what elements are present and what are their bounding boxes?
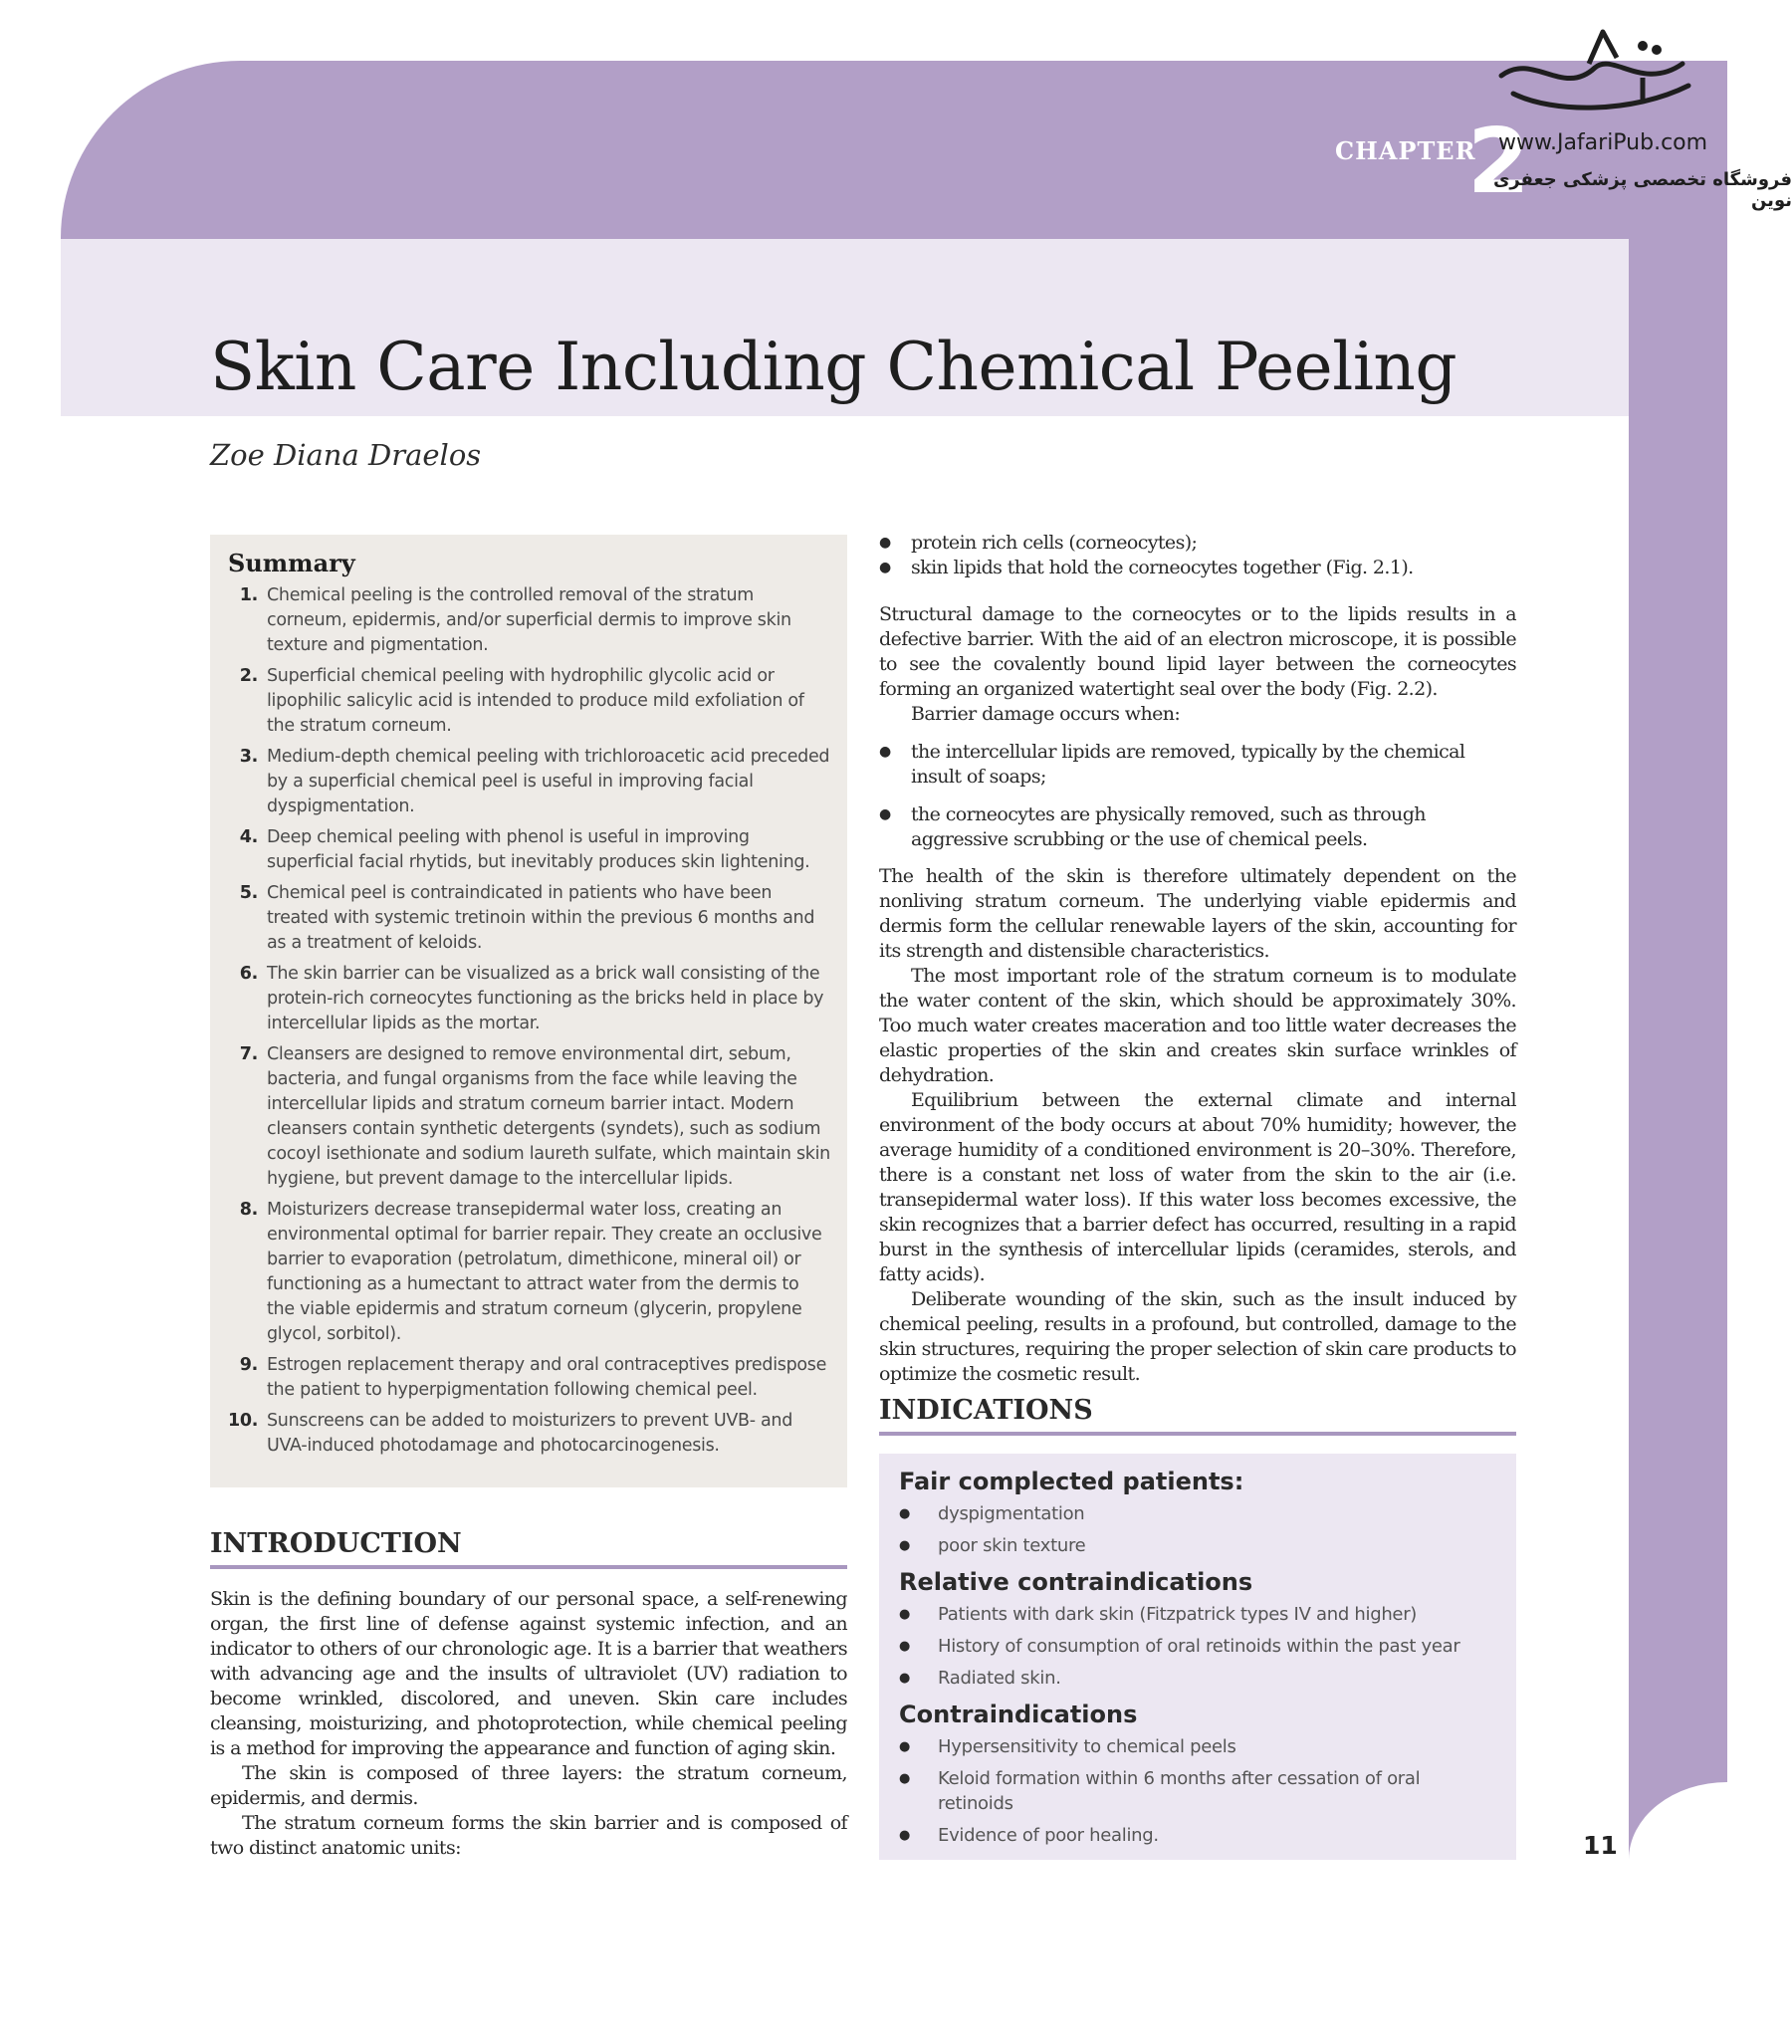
contraindications-list [899, 1734, 1498, 1848]
summary-item-number: 4. [239, 827, 258, 847]
summary-item-number: 9. [239, 1355, 258, 1375]
author-name: Zoe Diana Draelos [210, 438, 482, 472]
bullet-item: ● the intercellular lipids are removed, typically by the chemical insult of soaps; [879, 740, 1516, 790]
summary-item [228, 583, 831, 658]
introduction-heading-wrap [210, 1528, 847, 1569]
summary-item-number: 1. [239, 585, 258, 605]
bullet-item: ● the corneocytes are physically removed, such as through aggressive scrubbing or the use of chemical peels. [879, 802, 1516, 852]
summary-item-number: 10. [228, 1411, 259, 1431]
summary-item-text: Sunscreens can be added to moisturizers to prevent UVB- and UVA-induced photodamage and photocarcinogenesis. [267, 1411, 793, 1456]
right-column [879, 531, 1516, 1387]
chapter-side-strip [1629, 61, 1727, 1860]
summary-item [228, 664, 831, 739]
contraindication-item: ● Patients with dark skin (Fitzpatrick types IV and higher) [899, 1602, 1498, 1627]
intro-paragraph: The stratum corneum forms the skin barrier and is composed of two distinct anatomic units: [210, 1812, 847, 1859]
body-paragraph: The most important role of the stratum corneum is to modulate the water content of the skin, which should be approximately 30%. Too much water creates maceration and too little water decreases the elastic properties of the skin and creates skin surface wrinkles of dehydration. [879, 965, 1516, 1086]
intro-paragraph: The skin is composed of three layers: the stratum corneum, epidermis, and dermis. [210, 1762, 847, 1809]
summary-item-text: Moisturizers decrease transepidermal water loss, creating an environmental optimal for barrier repair. They create an occlusive barrier to evaporation (petrolatum, dimethicone, mineral oil) or functioning as a humectant to attract water from the dermis to the viable epidermis and stratum corneum (glycerin, propylene glycol, sorbitol). [267, 1200, 822, 1344]
summary-box [210, 535, 847, 1487]
fair-complected-title: Fair complected patients: [899, 1468, 1244, 1495]
intro-paragraph: Skin is the defining boundary of our personal space, a self-renewing organ, the first line of defense against systemic infection, and an indicator to others of our chronologic age. It is a barrier that weathers with advancing age and the insults of ultraviolet (UV) radiation to become wrinkled, discolored, and uneven. Skin care includes cleansing, moisturizing, and photoprotection, while chemical peeling is a method for improving the appearance and function of aging skin. [210, 1588, 847, 1759]
barrier-damage-list [879, 740, 1516, 852]
publisher-logo-icon [1493, 28, 1702, 119]
summary-list [228, 583, 831, 1459]
relative-contraindications-list [899, 1602, 1498, 1691]
watermark-url: www.JafariPub.com [1498, 130, 1708, 155]
summary-item-text: The skin barrier can be visualized as a brick wall consisting of the protein-rich corneocytes functioning as the bricks held in place by intercellular lipids as the mortar. [267, 964, 824, 1033]
summary-item-text: Cleansers are designed to remove environmental dirt, sebum, bacteria, and fungal organisms from the face while leaving the intercellular lipids and stratum corneum barrier intact. Modern cleansers contain synthetic detergents (syndets), such as sodium cocoyl isethionate and sodium laureth sulfate, which maintain skin hygiene, but prevent damage to the intercellular lipids. [267, 1044, 830, 1189]
indication-item: ● poor skin texture [899, 1533, 1498, 1558]
contraindication-item: ● History of consumption of oral retinoids within the past year [899, 1634, 1498, 1659]
summary-item-number: 5. [239, 883, 258, 903]
bullet-item: ● skin lipids that hold the corneocytes together (Fig. 2.1). [879, 556, 1516, 580]
indications-heading: INDICATIONS [879, 1395, 1516, 1436]
summary-item [228, 1353, 831, 1403]
fair-complected-list [899, 1501, 1498, 1558]
relative-contraindications-title: Relative contraindications [899, 1568, 1253, 1596]
summary-item-text: Estrogen replacement therapy and oral contraceptives predispose the patient to hyperpigmentation following chemical peel. [267, 1355, 827, 1400]
body-paragraph: Structural damage to the corneocytes or to the lipids results in a defective barrier. With the aid of an electron microscope, it is possible to see the covalently bound lipid layer between the corneocytes forming an organized watertight seal over the body (Fig. 2.2). [879, 603, 1516, 700]
summary-item-text: Superficial chemical peeling with hydrophilic glycolic acid or lipophilic salicylic acid is intended to produce mild exfoliation of the stratum corneum. [267, 666, 804, 736]
summary-item-text: Deep chemical peeling with phenol is useful in improving superficial facial rhytids, but inevitably produces skin lightening. [267, 827, 810, 872]
chapter-label: CHAPTER [1335, 136, 1476, 165]
summary-item-text: Chemical peeling is the controlled removal of the stratum corneum, epidermis, and/or superficial dermis to improve skin texture and pigmentation. [267, 585, 791, 655]
page-number: 11 [1583, 1831, 1618, 1860]
bullet-item: ● protein rich cells (corneocytes); [879, 531, 1516, 556]
body-paragraph: The health of the skin is therefore ultimately dependent on the nonliving stratum corneum. The underlying viable epidermis and dermis form the cellular renewable layers of the skin, accounting for its strength and distensible characteristics. [879, 865, 1516, 962]
summary-item-number: 7. [239, 1044, 258, 1064]
contraindication-item: ● Hypersensitivity to chemical peels [899, 1734, 1498, 1759]
contraindication-item: ● Radiated skin. [899, 1666, 1498, 1691]
watermark-persian-text: فروشگاه تخصصی پزشکی جعفری نوین [1492, 169, 1792, 211]
anatomic-units-list [879, 531, 1516, 580]
indication-item: ● dyspigmentation [899, 1501, 1498, 1526]
summary-item [228, 1198, 831, 1347]
indications-heading-wrap [879, 1395, 1516, 1436]
summary-item [228, 1409, 831, 1459]
summary-item [228, 1042, 831, 1192]
body-paragraph: Barrier damage occurs when: [911, 703, 1181, 725]
contraindications-title: Contraindications [899, 1701, 1138, 1728]
body-paragraph: Equilibrium between the external climate and internal environment of the body occurs at about 70% humidity; however, the average humidity of a conditioned environment is 20–30%. Therefore, there is a constant net loss of water from the skin to the air (i.e. transepidermal water loss). If this water loss becomes excessive, the skin recognizes that a barrier defect has occurred, resulting in a rapid burst in the synthesis of intercellular lipids (ceramides, sterols, and fatty acids). [879, 1089, 1516, 1285]
summary-item-text: Medium-depth chemical peeling with trichloroacetic acid preceded by a superficial chemical peel is useful in improving facial dyspigmentation. [267, 747, 830, 816]
summary-item-number: 2. [239, 666, 258, 686]
summary-item [228, 745, 831, 819]
summary-title: Summary [228, 549, 355, 577]
indications-box [879, 1454, 1516, 1860]
summary-item-number: 8. [239, 1200, 258, 1220]
chapter-number: 2 [1467, 110, 1530, 214]
introduction-column [210, 1587, 847, 1861]
contraindication-item: ● Evidence of poor healing. [899, 1823, 1498, 1848]
summary-item [228, 881, 831, 956]
summary-item [228, 825, 831, 875]
summary-item-number: 3. [239, 747, 258, 767]
page-title: Skin Care Including Chemical Peeling [210, 329, 1457, 405]
contraindication-item: ● Keloid formation within 6 months after cessation of oral retinoids [899, 1766, 1498, 1816]
summary-item [228, 962, 831, 1036]
summary-item-text: Chemical peel is contraindicated in patients who have been treated with systemic tretinoin within the previous 6 months and as a treatment of keloids. [267, 883, 815, 953]
body-paragraph: Deliberate wounding of the skin, such as the insult induced by chemical peeling, results in a profound, but controlled, damage to the skin structures, requiring the proper selection of skin care products to optimize the cosmetic result. [879, 1288, 1516, 1385]
introduction-heading: INTRODUCTION [210, 1528, 847, 1569]
summary-item-number: 6. [239, 964, 258, 984]
